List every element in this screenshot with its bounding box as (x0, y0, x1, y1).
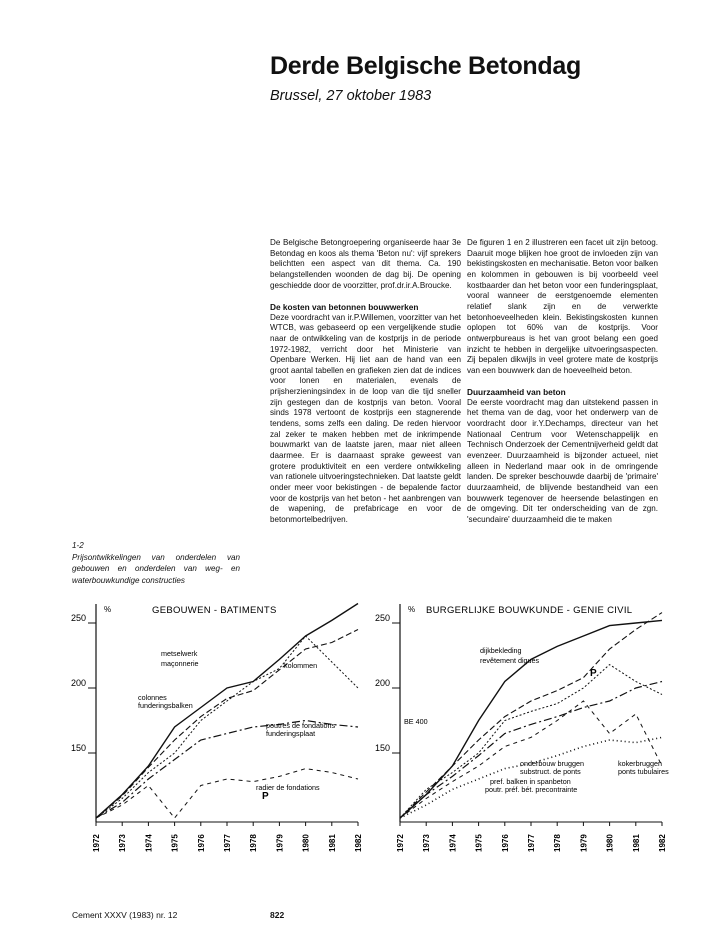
series-line (96, 769, 358, 818)
x-tick-label: 1981 (327, 834, 337, 852)
figure-caption (72, 540, 240, 586)
annotation-label: P (262, 791, 269, 802)
chart-title: GEBOUWEN - BATIMENTS (152, 605, 277, 616)
y-tick-label: 150 (374, 743, 390, 753)
annotation-label: poutr. préf. bét. precontrainte (485, 785, 578, 794)
annotation-label: onderbouw bruggen (520, 759, 584, 768)
x-tick-label: 1977 (223, 834, 232, 852)
x-tick-label: 1980 (605, 834, 615, 852)
y-tick-label: 200 (374, 678, 390, 688)
annotation-label: ponts tubulaires (618, 767, 669, 776)
x-tick-label: 1982 (658, 834, 667, 852)
annotation-label: substruct. de ponts (520, 767, 581, 776)
y-unit-label: % (104, 605, 112, 614)
annotation-label: pref. balken in spanbeton (490, 777, 571, 786)
y-unit-label: % (408, 605, 416, 614)
journal-reference: Cement XXXV (1983) nr. 12 (72, 910, 178, 920)
chart-burgerlijke-bouwkunde (370, 598, 670, 858)
annotation-label: funderingsbalken (138, 701, 193, 710)
chart-gebouwen (66, 598, 366, 858)
annotation-label: P (590, 668, 597, 679)
x-tick-label: 1975 (474, 834, 484, 852)
caption-text: Prijsontwikkelingen van onderdelen van gebouwen en onderdelen van weg- en waterbouwkundige constructies (72, 552, 240, 585)
x-tick-label: 1974 (448, 834, 458, 852)
chart-title: BURGERLIJKE BOUWKUNDE - GENIE CIVIL (426, 605, 633, 616)
section-heading-duurzaamheid: Duurzaamheid van beton (467, 387, 566, 398)
annotation-label: radier de fondations (256, 783, 320, 792)
x-tick-label: 1982 (354, 834, 363, 852)
y-tick-label: 150 (70, 743, 86, 753)
annotation-label: dijkbekleding (480, 646, 522, 655)
annotation-label: poutres de fondations (266, 721, 336, 730)
annotation-label: funderingsplaat (266, 729, 316, 738)
x-tick-label: 1972 (396, 834, 405, 852)
x-tick-label: 1977 (527, 834, 536, 852)
section-heading-kosten: De kosten van betonnen bouwwerken (270, 301, 419, 312)
y-tick-label: 250 (70, 613, 86, 623)
y-tick-label: 250 (374, 613, 390, 623)
x-tick-label: 1975 (170, 834, 180, 852)
y-tick-label: 200 (70, 678, 86, 688)
article-column-1 (270, 238, 461, 526)
paragraph-kosten: Deze voordracht van ir.P.Willemen, voorzitter van het WTCB, was gebaseerd op een vergelijkende studie naar de ontwikkeling van de kostprijs in de periode 1972-1982, verricht door het Ministerie van Openbare Werken. Hij liet aan de hand van een groot aantal tabellen en grafieken zien dat de indices voor lonen en materialen, evenals de prijsherzieningsindex in de loop van die tijd sneller zijn gestegen dan de kostprijs van beton. Vooral sinds 1978 vertoont de kostprijs een stagnerende tendens, soms zelfs een daling. De reden hiervoor zal zeker te maken hebben met de inkrimpende bouwmarkt van de laatste jaren, maar niet alleen daarmee. Er is daarnaast sprake geweest van grotere produktiviteit en een verdere ontwikkeling van rationele uitvoeringstechnieken. Dat laatste geldt onder meer voor bekistingen - de bepalende factor voor de kostprijs van het beton - het aanbrengen van de wapening, de prefabricage en voor de betonmortelbedrijven. (270, 312, 461, 524)
paragraph-figuren: De figuren 1 en 2 illustreren een facet uit zijn betoog. Daaruit moge blijken hoe groot de invloeden zijn van bekistingskosten en mechanisatie. Beton voor balken en kolommen in gebouwen is bij voorbeeld veel kostbaarder dan het beton voor een funderingsplaat, vooral wanneer de eerstgenoemde elementen relatief slank zijn en de verwerkte betonhoeveelheden klein. Bekistingskosten kunnen oplopen tot 60% van de kostprijs. Voor ontwerpbureaus is het van groot belang een goed inzicht te hebben in dergelijke uitvoeringsaspecten. Zij bepalen dikwijls in veel grotere mate de kostprijs van een bouwwerk dan de hoeveelheid beton. (467, 238, 658, 375)
annotation-label: revêtement digues (480, 656, 540, 665)
annotation-label: kokerbruggen (618, 759, 662, 768)
annotation-label: metselwerk (161, 649, 198, 658)
article-title: Derde Belgische Betondag (270, 52, 581, 80)
article-column-2 (467, 238, 658, 526)
x-tick-label: 1979 (579, 834, 589, 852)
caption-number: 1-2 (72, 541, 84, 550)
page-number: 822 (270, 910, 285, 920)
x-tick-label: 1976 (196, 834, 206, 852)
x-tick-label: 1978 (553, 834, 563, 852)
x-tick-label: 1981 (631, 834, 641, 852)
annotation-label: BE 400 (404, 717, 428, 726)
annotation-label: kolommen (284, 661, 318, 670)
x-tick-label: 1973 (422, 834, 432, 852)
series-line (400, 665, 662, 818)
x-tick-label: 1972 (92, 834, 101, 852)
annotation-label: colonnes (138, 693, 167, 702)
x-tick-label: 1976 (500, 834, 510, 852)
paragraph-duurzaamheid: De eerste voordracht mag dan uitstekend passen in het thema van de dag, voor het onderwerp van de voordracht door ir.Y.Dechamps, directeur van het Nationaal Centrum voor Wetenschappelijk en Technisch Onderzoek der Cementnijverheid geldt dat evenzeer. Duurzaamheid is bijzonder actueel, niet alleen in Nederland maar ook in de omringende landen. De spreker beschouwde daarbij de 'primaire' duurzaamheid, de blijvende bestandheid van een bouwwerk tegenover de heersende belastingen en de omgeving. Dit ter onderscheiding van de zgn. 'secundaire' duurzaamheid die te maken (467, 397, 658, 524)
paragraph-intro: De Belgische Betongroepering organiseerde haar 3e Betondag en koos als thema 'Beton nu': vijf sprekers belichtten een aspect van dit thema. Ca. 190 belangstellenden woonden de dag bij. De opening geschiedde door de voorzitter, prof.dr.ir.A.Broucke. (270, 238, 461, 290)
x-tick-label: 1979 (275, 834, 285, 852)
x-tick-label: 1974 (144, 834, 154, 852)
series-line (96, 721, 358, 819)
annotation-label: maçonnerie (161, 659, 199, 668)
article-subtitle: Brussel, 27 oktober 1983 (270, 88, 432, 104)
x-tick-label: 1973 (118, 834, 128, 852)
x-tick-label: 1980 (301, 834, 311, 852)
x-tick-label: 1978 (249, 834, 259, 852)
